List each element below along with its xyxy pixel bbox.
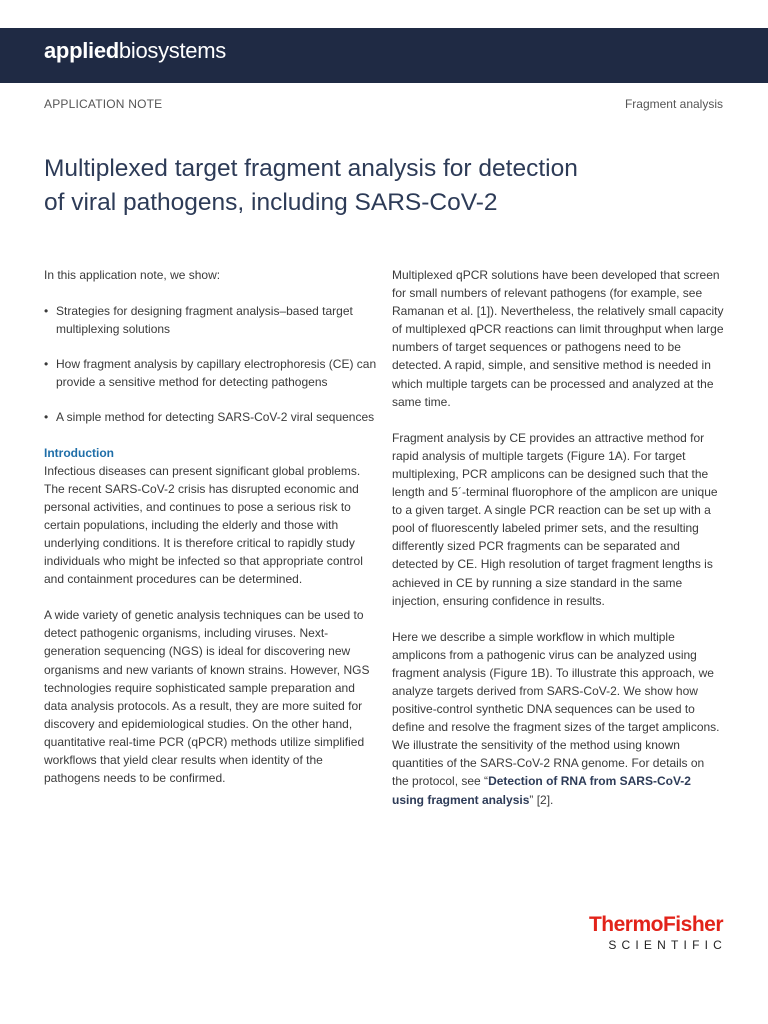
list-item: • Strategies for designing fragment analysis–based target multiplexing solutions — [44, 302, 380, 338]
left-column — [44, 266, 380, 805]
section-heading-introduction: Introduction — [44, 445, 114, 460]
thermofisher-logo: ThermoFisher SCIENTIFIC — [588, 913, 727, 952]
paragraph: Infectious diseases can present significant global problems. The recent SARS-CoV-2 crisis has disrupted economic and personal activities, and continues to pose a serious risk to certain populations, including the elderly and those with underlying conditions. It is therefore critical to rapidly study individuals who might be infected so that appropriate control and containment procedures can be determined. — [44, 463, 363, 587]
summary-list — [44, 302, 380, 426]
header-bar — [0, 28, 768, 83]
paragraph: A wide variety of genetic analysis techniques can be used to detect pathogenic organisms, including viruses. Next-generation sequencing (NGS) is ideal for discovering new organisms and new variants of known strains. However, NGS technologies require sophisticated sample preparation and data analysis protocols. As a result, they are more suited for discovery and epidemiological studies. On the other hand, quantitative real-time PCR (qPCR) methods utilize simplified workflows that yield clear results when identity of the pathogens needs to be confirmed. — [44, 608, 370, 786]
protocol-reference-link[interactable]: Detection of RNA from SARS-CoV-2 using fragment analysis — [392, 774, 691, 807]
right-column — [392, 266, 724, 827]
paragraph: Multiplexed qPCR solutions have been developed that screen for small numbers of relevant pathogens (for example, see Ramanan et al. [1]). Nevertheless, the relatively small capacity of multiplexed qPCR reactions can limit throughput when large numbers of target sequences or pathogens need to be detected. A rapid, simple, and sensitive method is needed in which multiple targets can be processed and analyzed at the same time. — [392, 268, 724, 409]
document-type: APPLICATION NOTE — [44, 97, 163, 111]
page-title: Multiplexed target fragment analysis for detection of viral pathogens, including SARS-CoV-2 — [44, 155, 578, 216]
paragraph: Fragment analysis by CE provides an attractive method for rapid analysis of multiple targets (Figure 1A). For target multiplexing, PCR amplicons can be designed such that the length and 5´-terminal fluorophore of the amplicon are unique to a given target. A single PCR reaction can be set up with a pool of fluorescently labeled primer sets, and the resulting differently sized PCR fragments can be separated and detected by CE. High resolution of target fragment lengths is achieved in CE by running a size standard in the same injection, ensuring confidence in results. — [392, 430, 718, 608]
applied-biosystems-logo: appliedbiosystems — [44, 38, 226, 63]
paragraph: Here we describe a simple workflow in which multiple amplicons from a pathogenic virus can be analyzed using fragment analysis (Figure 1B). To illustrate this approach, we analyze targets derived from SARS-CoV-2. We show how positive-control synthetic DNA sequences can be used to define and resolve the fragment sizes of the target amplicons. We illustrate the sensitivity of the method using known quantities of the SARS-CoV-2 RNA genome. For details on the protocol, see “Detection of RNA from SARS-CoV-2 using fragment analysis” [2]. — [392, 629, 720, 807]
intro-text: In this application note, we show: — [44, 268, 221, 282]
list-item: • A simple method for detecting SARS-CoV-2 viral sequences — [44, 408, 380, 426]
list-item: • How fragment analysis by capillary electrophoresis (CE) can provide a sensitive method for detecting pathogens — [44, 355, 380, 391]
document-category: Fragment analysis — [624, 97, 723, 111]
